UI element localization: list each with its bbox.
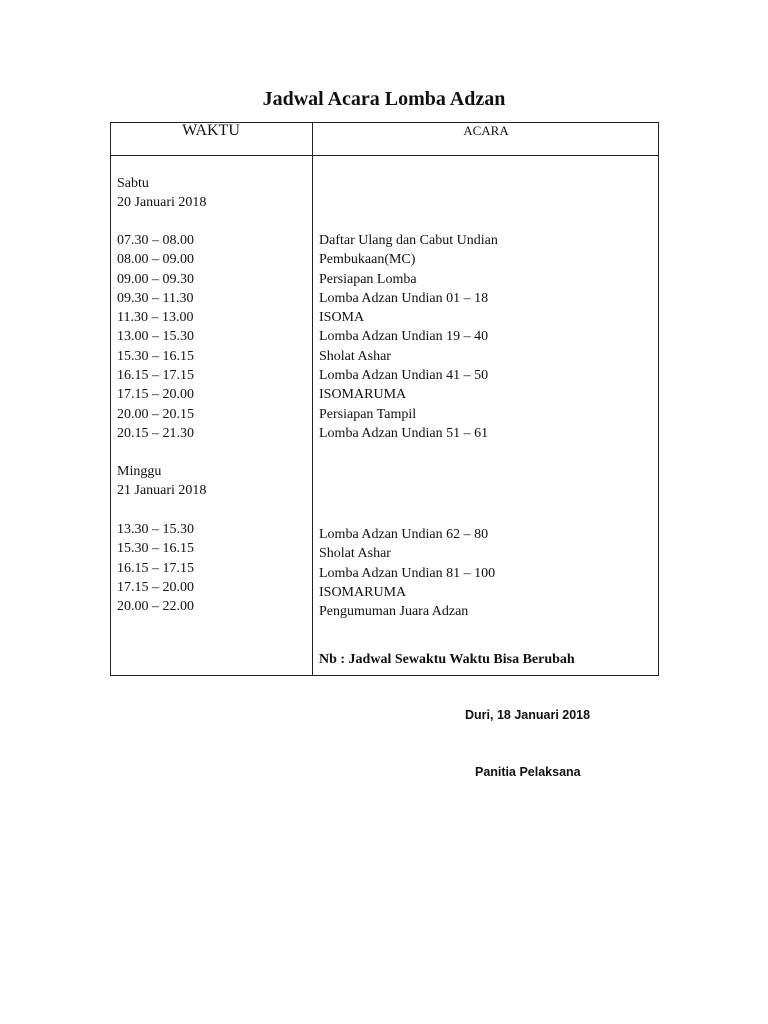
- event-item: Lomba Adzan Undian 62 – 80: [319, 527, 489, 542]
- day1-heading: [117, 174, 206, 213]
- time-slot: 15.30 – 16.15: [117, 348, 194, 364]
- event-item: Persiapan Tampil: [319, 406, 417, 422]
- column-divider: [312, 122, 313, 676]
- day2-name: Minggu: [117, 464, 162, 479]
- event-item: Lomba Adzan Undian 51 – 61: [319, 425, 489, 441]
- time-slot: 08.00 – 09.00: [117, 252, 194, 268]
- event-item: Lomba Adzan Undian 41 – 50: [319, 368, 489, 384]
- day1-times: [117, 231, 194, 443]
- day2-date: 21 Januari 2018: [117, 483, 207, 499]
- day2-events: [319, 525, 495, 621]
- time-slot: 11.30 – 13.00: [117, 310, 194, 326]
- place-date: Duri, 18 Januari 2018: [465, 708, 591, 722]
- day1-date: 20 Januari 2018: [117, 195, 207, 211]
- time-slot: 16.15 – 17.15: [117, 560, 194, 576]
- time-slot: 13.30 – 15.30: [117, 522, 194, 537]
- time-slot: 07.30 – 08.00: [117, 233, 194, 248]
- time-slot: 13.00 – 15.30: [117, 329, 194, 345]
- event-item: Daftar Ulang dan Cabut Undian: [319, 233, 498, 248]
- day1-name: Sabtu: [117, 176, 149, 191]
- table-divider: [110, 155, 659, 156]
- time-slot: 09.00 – 09.30: [117, 271, 194, 287]
- time-slot: 17.15 – 20.00: [117, 579, 194, 595]
- event-item: Lomba Adzan Undian 01 – 18: [319, 290, 489, 306]
- time-slot: 16.15 – 17.15: [117, 368, 194, 384]
- day2-times: [117, 520, 194, 616]
- event-item: ISOMARUMA: [319, 387, 407, 403]
- time-slot: 20.15 – 21.30: [117, 425, 194, 441]
- event-item: Lomba Adzan Undian 81 – 100: [319, 565, 496, 581]
- time-slot: 15.30 – 16.15: [117, 541, 194, 557]
- day1-events: [319, 231, 498, 443]
- time-slot: 09.30 – 11.30: [117, 290, 194, 306]
- event-item: Sholat Ashar: [319, 546, 391, 562]
- header-acara: ACARA: [463, 123, 509, 138]
- event-item: ISOMA: [319, 310, 365, 326]
- document-title: Jadwal Acara Lomba Adzan: [262, 88, 506, 110]
- event-item: Persiapan Lomba: [319, 271, 417, 287]
- event-item: ISOMARUMA: [319, 584, 407, 600]
- time-slot: 17.15 – 20.00: [117, 387, 194, 403]
- event-item: Pembukaan(MC): [319, 252, 416, 268]
- day2-heading: [117, 462, 206, 501]
- event-item: Sholat Ashar: [319, 348, 391, 364]
- signatory: Panitia Pelaksana: [475, 765, 581, 779]
- note: Nb : Jadwal Sewaktu Waktu Bisa Berubah: [319, 652, 575, 667]
- event-item: Lomba Adzan Undian 19 – 40: [319, 329, 489, 345]
- time-slot: 20.00 – 22.00: [117, 599, 194, 615]
- time-slot: 20.00 – 20.15: [117, 406, 194, 422]
- event-item: Pengumuman Juara Adzan: [319, 604, 469, 620]
- header-waktu: WAKTU: [182, 122, 240, 139]
